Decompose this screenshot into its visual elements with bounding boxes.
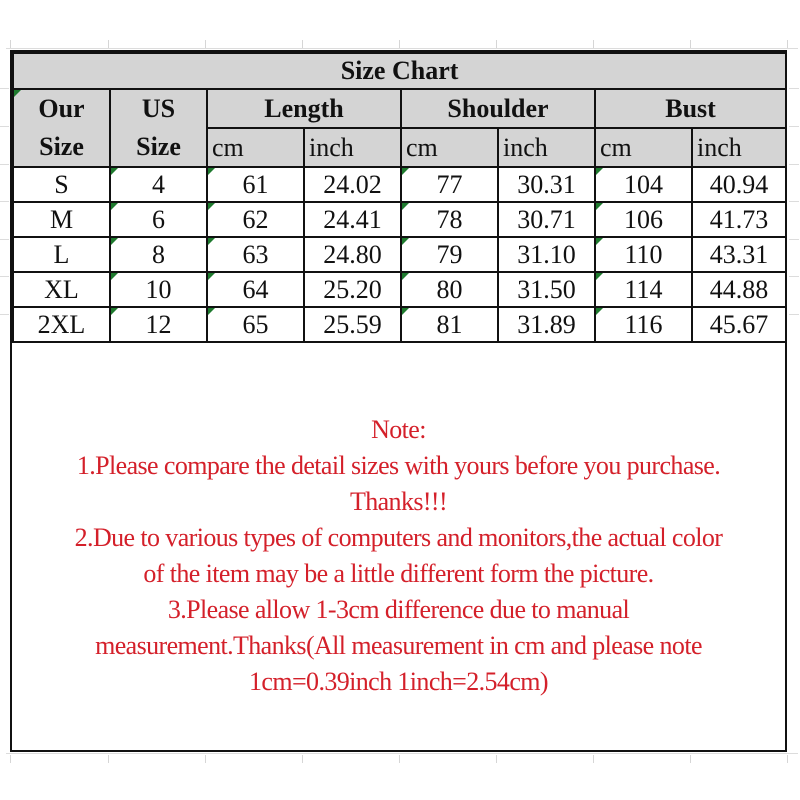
group-header-row (13, 89, 786, 128)
table-row (13, 237, 786, 272)
grid-tick (690, 755, 691, 763)
title-row (13, 53, 786, 89)
cell-shoulder-inch: 31.50 (498, 272, 595, 307)
cell-length-inch: 24.02 (304, 167, 401, 202)
grid-tick (787, 755, 788, 763)
header-length: Length (207, 89, 401, 128)
cell-length-cm: 62 (207, 202, 304, 237)
grid-tick (205, 755, 206, 763)
cell-bust-cm: 116 (595, 307, 692, 342)
header-us-size (110, 89, 207, 167)
header-our-size (13, 89, 110, 167)
cell-our-size: L (13, 237, 110, 272)
header-shoulder-inch: inch (498, 128, 595, 167)
grid-tick (108, 755, 109, 763)
cell-bust-inch: 45.67 (692, 307, 786, 342)
cell-bust-cm: 114 (595, 272, 692, 307)
header-our-size-line1: Our (38, 94, 85, 123)
cell-length-inch: 25.20 (304, 272, 401, 307)
note-line: measurement.Thanks(All measurement in cm and please note (95, 631, 702, 660)
table-row (13, 307, 786, 342)
cell-bust-cm: 106 (595, 202, 692, 237)
cell-shoulder-cm: 77 (401, 167, 498, 202)
grid-tick (690, 40, 691, 48)
grid-tick (0, 276, 9, 277)
header-our-size-line2: Size (39, 132, 84, 161)
grid-tick (789, 126, 799, 127)
cell-our-size: M (13, 202, 110, 237)
grid-tick (789, 314, 799, 315)
header-us-size-line1: US (141, 94, 176, 123)
cell-bust-inch: 43.31 (692, 237, 786, 272)
grid-tick (10, 755, 11, 763)
note-box (12, 352, 785, 750)
header-us-size-line2: Size (136, 132, 181, 161)
grid-tick (302, 40, 303, 48)
cell-our-size: S (13, 167, 110, 202)
note-heading: Note: (371, 415, 426, 444)
header-length-inch: inch (304, 128, 401, 167)
cell-shoulder-cm: 79 (401, 237, 498, 272)
grid-tick (0, 88, 9, 89)
grid-tick (0, 126, 9, 127)
note-line: of the item may be a little different form the picture. (143, 559, 654, 588)
grid-tick (399, 40, 400, 48)
grid-tick (205, 40, 206, 48)
grid-tick (496, 40, 497, 48)
cell-us-size: 6 (110, 202, 207, 237)
grid-tick (593, 755, 594, 763)
grid-tick (0, 164, 9, 165)
grid-tick (496, 755, 497, 763)
cell-bust-inch: 40.94 (692, 167, 786, 202)
cell-length-cm: 63 (207, 237, 304, 272)
grid-tick (789, 164, 799, 165)
cell-shoulder-cm: 78 (401, 202, 498, 237)
grid-tick (10, 40, 11, 48)
grid-tick (108, 40, 109, 48)
cell-us-size: 8 (110, 237, 207, 272)
header-shoulder-cm: cm (401, 128, 498, 167)
grid-tick (399, 755, 400, 763)
size-chart-sheet (10, 50, 787, 752)
cell-length-cm: 64 (207, 272, 304, 307)
header-bust: Bust (595, 89, 786, 128)
cell-bust-inch: 41.73 (692, 202, 786, 237)
note-line: 3.Please allow 1-3cm difference due to manual (167, 595, 630, 624)
table-row (13, 167, 786, 202)
gridline-top (6, 48, 798, 49)
note-line: 1cm=0.39inch 1inch=2.54cm) (249, 667, 548, 696)
header-shoulder: Shoulder (401, 89, 595, 128)
table-row (13, 272, 786, 307)
size-chart-table (12, 52, 787, 343)
header-bust-cm: cm (595, 128, 692, 167)
grid-tick (787, 40, 788, 48)
cell-shoulder-inch: 30.71 (498, 202, 595, 237)
grid-tick (593, 40, 594, 48)
cell-shoulder-cm: 80 (401, 272, 498, 307)
grid-tick (0, 239, 9, 240)
cell-shoulder-inch: 31.10 (498, 237, 595, 272)
grid-tick (0, 314, 9, 315)
cell-our-size: XL (13, 272, 110, 307)
cell-length-inch: 24.80 (304, 237, 401, 272)
grid-tick (789, 201, 799, 202)
grid-tick (302, 755, 303, 763)
table-row (13, 202, 786, 237)
cell-bust-cm: 110 (595, 237, 692, 272)
grid-tick (0, 201, 9, 202)
gridline-bottom (6, 753, 798, 754)
header-length-cm: cm (207, 128, 304, 167)
cell-shoulder-inch: 30.31 (498, 167, 595, 202)
cell-length-cm: 65 (207, 307, 304, 342)
cell-bust-cm: 104 (595, 167, 692, 202)
note-line: 2.Due to various types of computers and monitors,the actual color (74, 523, 723, 552)
cell-our-size: 2XL (13, 307, 110, 342)
cell-shoulder-cm: 81 (401, 307, 498, 342)
cell-us-size: 12 (110, 307, 207, 342)
cell-us-size: 10 (110, 272, 207, 307)
header-bust-inch: inch (692, 128, 786, 167)
cell-length-inch: 24.41 (304, 202, 401, 237)
note-line: Thanks!!! (349, 487, 448, 516)
cell-shoulder-inch: 31.89 (498, 307, 595, 342)
grid-tick (789, 239, 799, 240)
grid-tick (789, 88, 799, 89)
cell-length-inch: 25.59 (304, 307, 401, 342)
cell-us-size: 4 (110, 167, 207, 202)
table-title: Size Chart (13, 53, 786, 89)
cell-length-cm: 61 (207, 167, 304, 202)
grid-tick (789, 276, 799, 277)
cell-bust-inch: 44.88 (692, 272, 786, 307)
note-line: 1.Please compare the detail sizes with yours before you purchase. (76, 451, 721, 480)
